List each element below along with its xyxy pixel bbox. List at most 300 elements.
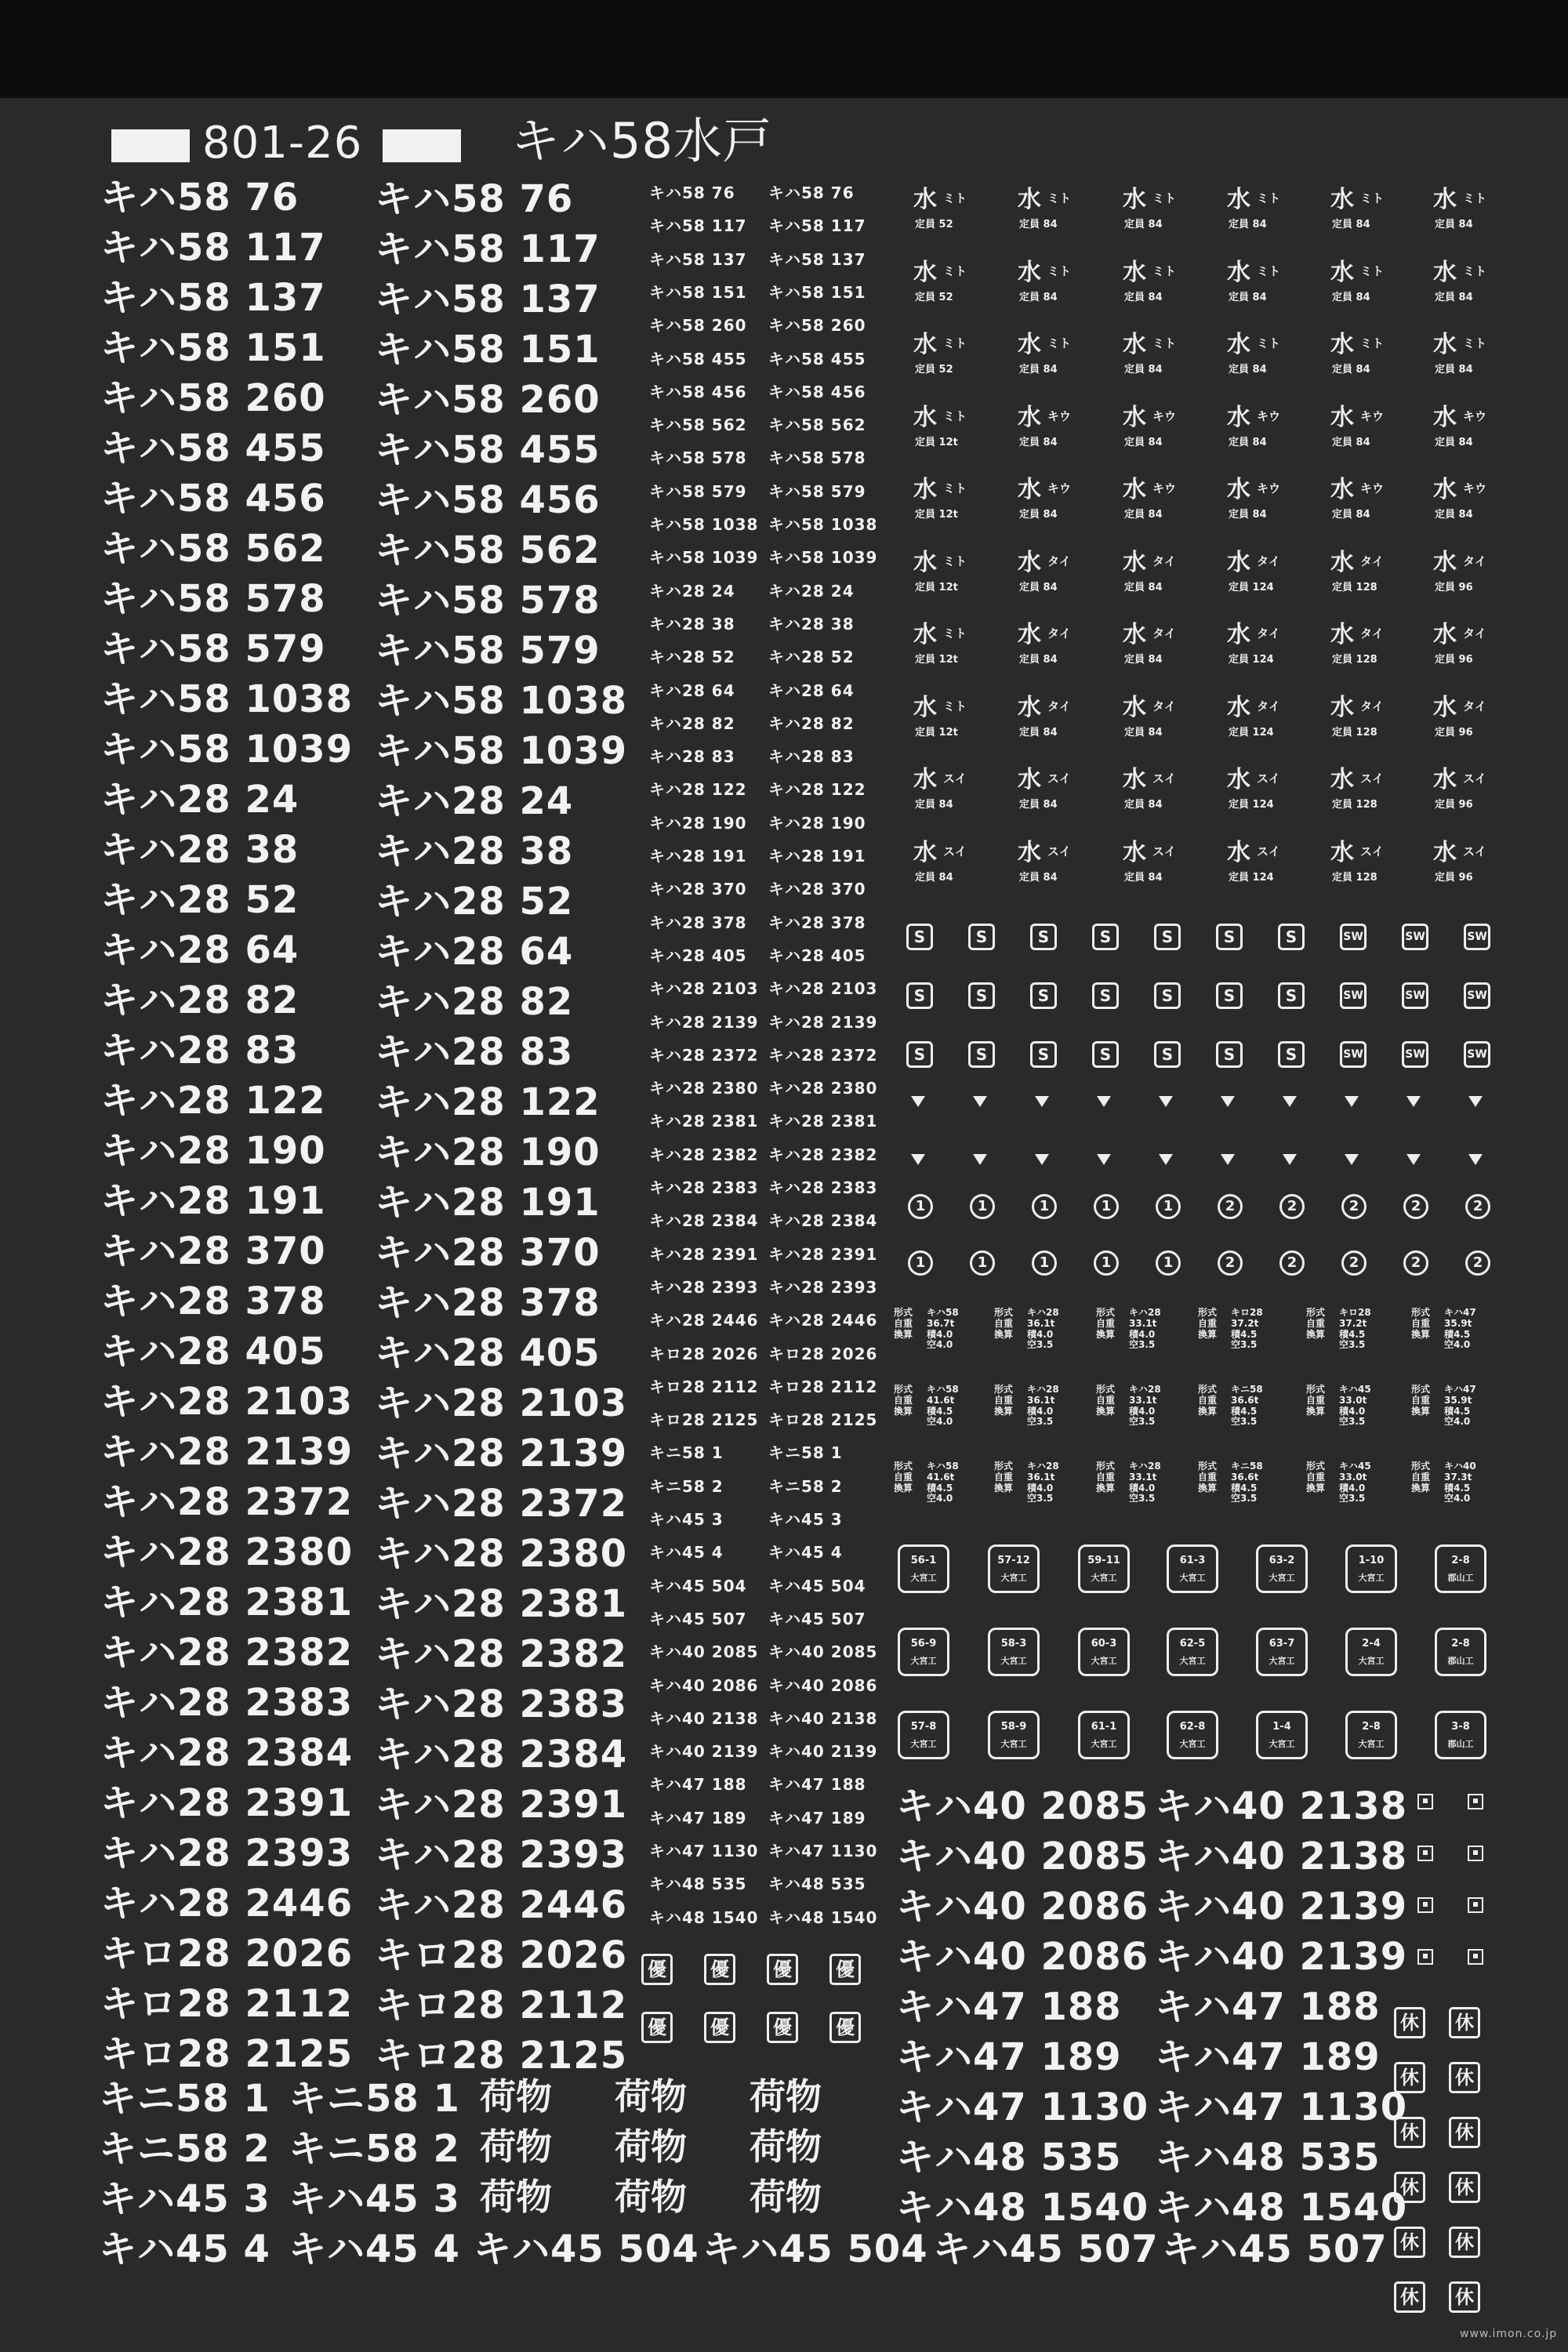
large-number-a: キハ58 562 — [100, 527, 326, 571]
depot-code: タイ — [1047, 626, 1071, 641]
depot-kanji: 水 — [1227, 838, 1250, 866]
depot-code: ミト — [1257, 336, 1281, 350]
depot-mark — [1433, 838, 1504, 896]
small-number-a: キロ28 2112 — [649, 1377, 759, 1396]
spec-block — [994, 1308, 1088, 1363]
depot-mark — [1227, 838, 1298, 896]
circle-number-mark: 2 — [1341, 1250, 1367, 1276]
depot-code: タイ — [1360, 554, 1384, 568]
large-number-b: キハ28 122 — [375, 1080, 601, 1124]
small-number-b: キハ28 191 — [768, 847, 866, 866]
spec-block — [1411, 1308, 1505, 1363]
small-square-mark — [1417, 1846, 1433, 1861]
depot-kanji: 水 — [1330, 766, 1354, 793]
depot-code: スイ — [943, 771, 967, 786]
depot-code: ミト — [1047, 336, 1072, 350]
depot-code: ミト — [943, 554, 967, 568]
spec-labels: 形式 自重 換算 — [894, 1384, 913, 1417]
depot-mark — [913, 623, 984, 678]
depot-code: スイ — [943, 844, 967, 858]
depot-kanji: 水 — [913, 331, 937, 358]
small-number-a: キハ40 2139 — [649, 1742, 759, 1762]
small-number-a: キハ28 38 — [649, 614, 735, 633]
plate-date: 2-8 — [1451, 1638, 1470, 1650]
capacity: 定員 96 — [1435, 654, 1473, 666]
depot-code: キウ — [1463, 481, 1487, 495]
large-number-b: キハ28 190 — [375, 1131, 601, 1174]
capacity: 定員 84 — [1019, 726, 1058, 739]
build-plate — [1167, 1544, 1218, 1593]
spec-block — [1306, 1385, 1400, 1439]
plate-date: 63-2 — [1269, 1555, 1295, 1566]
spec-labels: 形式 自重 換算 — [1198, 1307, 1218, 1340]
depot-mark — [1018, 768, 1088, 823]
depot-code: ミト — [1047, 191, 1072, 205]
depot-kanji: 水 — [1123, 621, 1146, 648]
small-number-b: キハ58 137 — [768, 249, 866, 269]
spec-values: キニ58 36.6t 積4.5 空3.5 — [1231, 1384, 1263, 1428]
capacity: 定員 124 — [1229, 581, 1274, 593]
depot-kanji: 水 — [1227, 331, 1250, 358]
s-mark: S — [906, 1041, 933, 1068]
depot-code: ミト — [1152, 191, 1177, 205]
large-number-b: キハ28 2382 — [375, 1632, 628, 1676]
right-number-a: キハ47 188 — [896, 1985, 1122, 2029]
capacity: 定員 84 — [1435, 509, 1473, 521]
circle-number-mark: 2 — [1218, 1194, 1243, 1219]
depot-mark — [1227, 623, 1298, 678]
depot-code: ミト — [1152, 263, 1177, 278]
capacity: 定員 124 — [1229, 871, 1274, 884]
rest-mark: 休 — [1449, 2117, 1480, 2148]
depot-kanji: 水 — [1330, 548, 1354, 576]
depot-kanji: 水 — [1227, 621, 1250, 648]
small-number-b: キハ58 455 — [768, 349, 866, 368]
cargo-label: 荷物 — [480, 2075, 552, 2118]
build-plate — [988, 1628, 1040, 1676]
depot-code: タイ — [1047, 554, 1071, 568]
capacity: 定員 84 — [1332, 509, 1370, 521]
depot-code: キウ — [1047, 481, 1072, 495]
depot-code: タイ — [1152, 626, 1176, 641]
s-mark: S — [1216, 982, 1243, 1009]
capacity: 定員 84 — [915, 871, 953, 884]
depot-kanji: 水 — [913, 621, 937, 648]
spec-block — [1306, 1308, 1400, 1363]
spec-values: キハ28 33.1t 積4.0 空3.5 — [1129, 1384, 1161, 1428]
small-number-b: キハ58 562 — [768, 416, 866, 435]
triangle-mark — [1097, 1096, 1111, 1107]
large-number-a: キハ58 455 — [100, 426, 326, 470]
depot-kanji: 水 — [913, 693, 937, 721]
product-code: 801-26 — [202, 118, 363, 169]
capacity: 定員 84 — [1124, 219, 1163, 230]
spec-block — [1411, 1461, 1505, 1516]
plate-works: 大宮工 — [910, 1573, 937, 1583]
yu-mark: 優 — [641, 2012, 673, 2043]
depot-mark — [1123, 623, 1193, 678]
depot-code: キウ — [1047, 408, 1072, 423]
depot-mark — [1330, 188, 1401, 243]
capacity: 定員 52 — [915, 364, 953, 376]
right-number-b: キハ40 2139 — [1155, 1885, 1408, 1929]
small-number-a: キハ58 578 — [649, 448, 747, 468]
depot-mark — [1330, 623, 1401, 678]
plate-works: 大宮工 — [1358, 1739, 1385, 1749]
capacity: 定員 84 — [1229, 436, 1267, 448]
spec-block — [894, 1385, 988, 1439]
depot-mark — [1018, 258, 1088, 316]
depot-code: キウ — [1463, 408, 1487, 423]
capacity: 定員 84 — [1019, 509, 1058, 521]
depot-code: ミト — [1257, 263, 1281, 278]
spec-values: キハ45 33.0t 積4.0 空3.5 — [1339, 1461, 1371, 1504]
depot-kanji: 水 — [1123, 186, 1146, 213]
large-number-b: キハ28 2384 — [375, 1733, 628, 1777]
depot-code: ミト — [1360, 263, 1385, 278]
plate-date: 57-12 — [997, 1555, 1030, 1566]
bottom-last-number: キハ45 4 — [289, 2227, 460, 2271]
s-mark: S — [1030, 982, 1057, 1009]
depot-code: ミト — [1360, 191, 1385, 205]
capacity: 定員 128 — [1332, 581, 1377, 593]
triangle-mark — [973, 1154, 987, 1165]
capacity: 定員 84 — [1019, 581, 1058, 593]
triangle-mark — [1159, 1096, 1173, 1107]
depot-mark — [1018, 838, 1088, 896]
bottom-number-b: キニ58 1 — [289, 2077, 460, 2121]
depot-kanji: 水 — [1018, 548, 1041, 576]
large-number-b: キハ28 191 — [375, 1181, 601, 1225]
plate-date: 57-8 — [910, 1721, 937, 1733]
depot-mark — [1227, 548, 1298, 606]
spec-labels: 形式 自重 換算 — [1306, 1461, 1326, 1494]
circle-number-mark: 2 — [1279, 1194, 1305, 1219]
large-number-a: キハ28 405 — [100, 1330, 326, 1374]
s-mark: S — [1154, 982, 1181, 1009]
spec-labels: 形式 自重 換算 — [894, 1461, 913, 1494]
circle-number-mark: 1 — [1032, 1250, 1057, 1276]
small-number-a: キハ58 151 — [649, 282, 747, 302]
spec-values: キハ58 41.6t 積4.5 空4.0 — [927, 1461, 959, 1504]
small-number-b: キニ58 2 — [768, 1476, 843, 1496]
large-number-b: キハ28 38 — [375, 829, 574, 873]
depot-mark — [1330, 693, 1401, 751]
build-plate — [1345, 1711, 1397, 1759]
depot-kanji: 水 — [1433, 476, 1457, 503]
plate-works: 大宮工 — [1269, 1656, 1295, 1666]
depot-code: スイ — [1257, 844, 1280, 858]
small-number-b: キハ28 24 — [768, 581, 855, 601]
capacity: 定員 84 — [1332, 364, 1370, 376]
small-number-a: キハ28 2382 — [649, 1145, 759, 1164]
bottom-number-a: キニ58 1 — [99, 2077, 270, 2121]
depot-kanji: 水 — [1330, 838, 1354, 866]
spec-block — [1198, 1385, 1292, 1439]
depot-kanji: 水 — [1433, 621, 1457, 648]
circle-number-mark: 1 — [1156, 1250, 1181, 1276]
capacity: 定員 128 — [1332, 871, 1377, 884]
small-number-b: キハ58 260 — [768, 316, 866, 336]
capacity: 定員 84 — [1124, 581, 1163, 593]
triangle-mark — [1283, 1154, 1297, 1165]
s-mark: SW — [1464, 924, 1490, 950]
triangle-mark — [1345, 1096, 1359, 1107]
small-number-b: キニ58 1 — [768, 1443, 843, 1463]
large-number-a: キハ28 2382 — [100, 1631, 354, 1675]
capacity: 定員 84 — [1435, 219, 1473, 230]
large-number-a: キハ28 82 — [100, 978, 299, 1022]
small-number-a: キハ45 3 — [649, 1510, 724, 1529]
depot-code: ミト — [943, 336, 967, 350]
header-white-block-left — [111, 129, 190, 162]
depot-code: キウ — [1152, 408, 1177, 423]
capacity: 定員 12t — [915, 581, 958, 593]
small-number-a: キハ28 82 — [649, 713, 735, 733]
large-number-b: キハ28 405 — [375, 1331, 601, 1375]
depot-kanji: 水 — [913, 476, 937, 503]
circle-number-mark: 2 — [1403, 1250, 1428, 1276]
small-number-b: キハ58 76 — [768, 183, 855, 202]
depot-mark — [1433, 258, 1504, 316]
depot-mark — [913, 548, 984, 606]
small-number-b: キハ28 2446 — [768, 1311, 878, 1330]
right-number-a: キハ40 2086 — [896, 1885, 1149, 1929]
small-number-b: キハ28 378 — [768, 913, 866, 932]
depot-kanji: 水 — [1123, 548, 1146, 576]
rest-mark: 休 — [1394, 2062, 1425, 2093]
s-mark: SW — [1340, 982, 1367, 1009]
depot-code: スイ — [1047, 844, 1071, 858]
small-number-b: キハ28 122 — [768, 780, 866, 800]
plate-works: 郡山工 — [1447, 1656, 1474, 1666]
depot-code: ミト — [943, 191, 967, 205]
depot-kanji: 水 — [1433, 766, 1457, 793]
depot-code: キウ — [1360, 408, 1385, 423]
spec-labels: 形式 自重 換算 — [1306, 1307, 1326, 1340]
large-number-b: キハ28 24 — [375, 779, 574, 823]
capacity: 定員 84 — [1124, 799, 1163, 811]
plate-date: 1-10 — [1358, 1555, 1385, 1566]
large-number-a: キハ28 2384 — [100, 1731, 354, 1775]
depot-mark — [1433, 478, 1504, 533]
plate-date: 2-8 — [1362, 1721, 1381, 1733]
large-number-a: キハ58 260 — [100, 376, 326, 420]
spec-values: キハ47 35.9t 積4.5 空4.0 — [1444, 1307, 1476, 1351]
rest-mark: 休 — [1394, 2007, 1425, 2038]
small-number-b: キハ28 82 — [768, 713, 855, 733]
capacity: 定員 84 — [915, 799, 953, 811]
right-number-a: キハ47 189 — [896, 2035, 1122, 2079]
large-number-a: キハ28 2446 — [100, 1882, 354, 1926]
spec-block — [894, 1308, 988, 1363]
depot-kanji: 水 — [913, 548, 937, 576]
build-plate — [1435, 1544, 1486, 1593]
depot-mark — [1227, 768, 1298, 823]
capacity: 定員 52 — [915, 291, 953, 303]
depot-kanji: 水 — [1433, 693, 1457, 721]
cargo-label: 荷物 — [750, 2125, 822, 2168]
depot-code: キウ — [1257, 481, 1281, 495]
large-number-b: キハ28 2381 — [375, 1582, 628, 1626]
s-mark: S — [1278, 982, 1305, 1009]
small-number-a: キハ47 188 — [649, 1775, 747, 1795]
small-number-b: キハ58 1039 — [768, 548, 878, 568]
small-number-a: キハ58 260 — [649, 316, 747, 336]
spec-labels: 形式 自重 換算 — [1096, 1384, 1116, 1417]
small-number-a: キハ28 2384 — [649, 1211, 759, 1231]
depot-mark — [1330, 768, 1401, 823]
small-number-a: キハ28 191 — [649, 847, 747, 866]
depot-code: ミト — [1047, 263, 1072, 278]
build-plate — [1345, 1628, 1397, 1676]
depot-kanji: 水 — [1330, 186, 1354, 213]
depot-mark — [1330, 333, 1401, 388]
depot-mark — [1433, 693, 1504, 751]
depot-mark — [1123, 768, 1193, 823]
large-number-a: キハ28 24 — [100, 778, 299, 822]
plate-works: 郡山工 — [1447, 1573, 1474, 1583]
rest-mark: 休 — [1449, 2281, 1480, 2313]
s-mark: SW — [1464, 982, 1490, 1009]
depot-mark — [1123, 333, 1193, 388]
s-mark: S — [1154, 1041, 1181, 1068]
small-number-b: キハ28 2384 — [768, 1211, 878, 1231]
large-number-a: キハ58 1039 — [100, 728, 354, 771]
spec-values: キハ28 36.1t 積4.0 空3.5 — [1027, 1384, 1059, 1428]
capacity: 定員 124 — [1229, 726, 1274, 739]
plate-works: 大宮工 — [1358, 1573, 1385, 1583]
depot-kanji: 水 — [1227, 548, 1250, 576]
triangle-mark — [911, 1096, 925, 1107]
capacity: 定員 84 — [1019, 219, 1058, 230]
capacity: 定員 12t — [915, 726, 958, 739]
large-number-b: キハ28 2391 — [375, 1783, 628, 1827]
plate-works: 大宮工 — [1358, 1656, 1385, 1666]
small-number-a: キハ58 137 — [649, 249, 747, 269]
small-number-a: キハ28 2381 — [649, 1112, 759, 1131]
depot-kanji: 水 — [1123, 838, 1146, 866]
depot-code: ミト — [943, 626, 967, 641]
spec-values: キハ28 36.1t 積4.0 空3.5 — [1027, 1461, 1059, 1504]
large-number-b: キハ58 456 — [375, 478, 601, 522]
capacity: 定員 96 — [1435, 871, 1473, 884]
capacity: 定員 96 — [1435, 726, 1473, 739]
capacity: 定員 84 — [1332, 219, 1370, 230]
large-number-b: キハ58 1039 — [375, 729, 628, 773]
capacity: 定員 84 — [1229, 364, 1267, 376]
small-number-b: キハ40 2086 — [768, 1675, 878, 1695]
depot-code: スイ — [1257, 771, 1280, 786]
large-number-b: キハ28 2383 — [375, 1682, 628, 1726]
s-mark: SW — [1402, 982, 1428, 1009]
depot-mark — [1123, 258, 1193, 316]
right-number-b: キハ40 2138 — [1155, 1835, 1408, 1878]
small-number-b: キハ28 2393 — [768, 1277, 878, 1297]
capacity: 定員 124 — [1229, 799, 1274, 811]
depot-code: ミト — [943, 408, 967, 423]
small-number-a: キロ28 2125 — [649, 1410, 759, 1430]
large-number-a: キハ28 2381 — [100, 1581, 354, 1624]
large-number-a: キハ28 2383 — [100, 1681, 354, 1725]
plate-date: 2-4 — [1362, 1638, 1381, 1650]
build-plate — [1256, 1711, 1308, 1759]
spec-block — [1096, 1308, 1190, 1363]
small-square-mark — [1417, 1897, 1433, 1913]
small-number-a: キハ40 2138 — [649, 1708, 759, 1728]
depot-mark — [1227, 188, 1298, 243]
spec-block — [994, 1461, 1088, 1516]
triangle-mark — [1468, 1096, 1483, 1107]
spec-values: キハ47 35.9t 積4.5 空4.0 — [1444, 1384, 1476, 1428]
large-number-a: キハ58 579 — [100, 627, 326, 671]
yu-mark: 優 — [641, 1954, 673, 1985]
capacity: 定員 96 — [1435, 799, 1473, 811]
small-number-a: キハ58 455 — [649, 349, 747, 368]
small-number-b: キハ47 1130 — [768, 1842, 878, 1860]
spec-values: キハ45 33.0t 積4.0 空3.5 — [1339, 1384, 1371, 1428]
depot-mark — [1433, 623, 1504, 678]
depot-code: ミト — [1257, 191, 1281, 205]
plate-date: 61-3 — [1179, 1555, 1206, 1566]
capacity: 定員 128 — [1332, 726, 1377, 739]
depot-mark — [1433, 333, 1504, 388]
spec-labels: 形式 自重 換算 — [994, 1461, 1014, 1494]
small-number-a: キロ28 2026 — [649, 1344, 759, 1363]
small-number-a: キハ45 504 — [649, 1576, 747, 1595]
spec-labels: 形式 自重 換算 — [1096, 1307, 1116, 1340]
capacity: 定員 84 — [1124, 726, 1163, 739]
build-plate — [1078, 1711, 1130, 1759]
small-number-b: キハ45 4 — [768, 1543, 843, 1563]
small-number-b: キハ28 2382 — [768, 1145, 878, 1164]
small-number-b: キハ28 370 — [768, 880, 866, 899]
plate-date: 58-9 — [1000, 1721, 1027, 1733]
small-number-b: キハ47 188 — [768, 1775, 866, 1795]
right-number-a: キハ40 2086 — [896, 1935, 1149, 1979]
s-mark: S — [1092, 924, 1119, 950]
small-number-b: キハ47 189 — [768, 1808, 866, 1828]
triangle-mark — [1406, 1154, 1421, 1165]
small-number-b: キハ48 535 — [768, 1875, 866, 1894]
depot-code: タイ — [1257, 626, 1280, 641]
depot-mark — [913, 403, 984, 461]
depot-kanji: 水 — [1018, 258, 1041, 286]
depot-kanji: 水 — [1433, 186, 1457, 213]
large-number-a: キハ28 378 — [100, 1279, 326, 1323]
plate-works: 大宮工 — [1000, 1656, 1027, 1666]
bottom-last-number: キハ45 504 — [702, 2227, 928, 2271]
spec-labels: 形式 自重 換算 — [1306, 1384, 1326, 1417]
cargo-label: 荷物 — [615, 2176, 687, 2218]
small-number-a: キハ28 2393 — [649, 1277, 759, 1297]
small-square-mark — [1468, 1897, 1483, 1913]
small-number-b: キハ58 151 — [768, 282, 866, 302]
small-number-a: キハ28 378 — [649, 913, 747, 932]
triangle-mark — [1221, 1096, 1235, 1107]
capacity: 定員 84 — [1019, 291, 1058, 303]
right-number-a: キハ47 1130 — [896, 2085, 1149, 2129]
plate-works: 大宮工 — [1091, 1573, 1117, 1583]
large-number-a: キハ58 151 — [100, 326, 326, 370]
small-number-a: キハ47 189 — [649, 1808, 747, 1828]
plate-works: 大宮工 — [1000, 1573, 1027, 1583]
triangle-mark — [1035, 1154, 1049, 1165]
header-white-block-right — [383, 129, 461, 162]
depot-mark — [1123, 548, 1193, 606]
large-number-b: キハ28 2380 — [375, 1532, 628, 1576]
small-number-a: キハ58 1038 — [649, 515, 759, 534]
